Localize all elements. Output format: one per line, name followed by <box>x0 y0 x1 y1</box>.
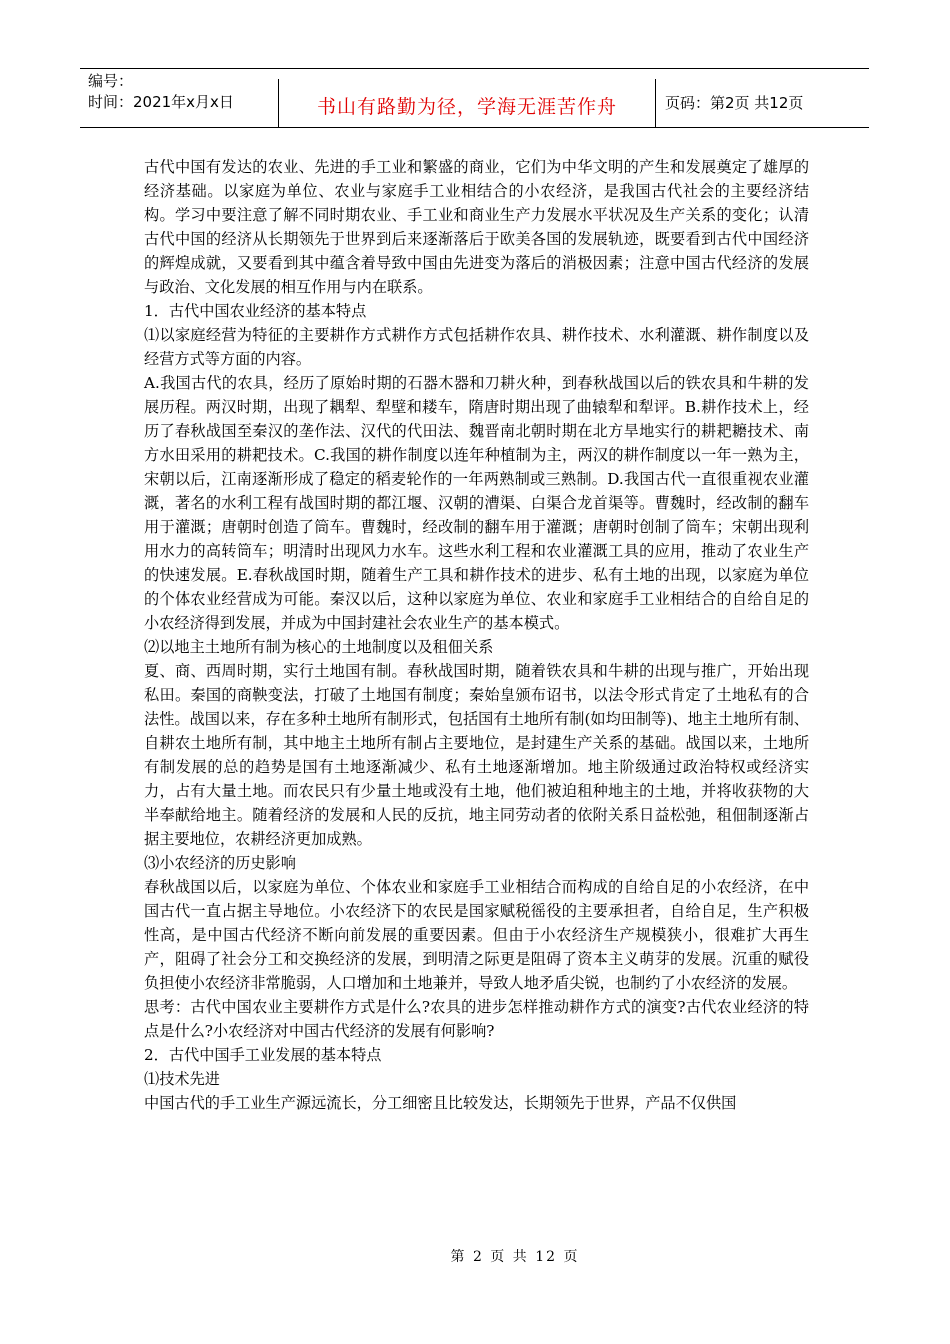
footer-page-number: 第 2 页 共 12 页 <box>450 1249 580 1265</box>
paragraph-small-peasant: 春秋战国以后，以家庭为单位、个体农业和家庭手工业相结合而构成的自给自足的小农经济，在中国古代一直占据主导地位。小农经济下的农民是国家赋税徭役的主要承担者，自给自足，生产积极性高，是中国古代经济不断向前发展的重要因素。但由于小农经济生产规模狭小，很难扩大再生产，阻碍了社会分工和交换经济的发展，到明清之际更是阻碍了资本主义萌芽的发展。沉重的赋役负担使小农经济非常脆弱，人口增加和土地兼并，导致人地矛盾尖锐，也制约了小农经济的发展。 <box>144 878 809 992</box>
header-number-label: 编号： <box>88 72 134 90</box>
section-heading-agriculture: 1．古代中国农业经济的基本特点 <box>144 302 367 320</box>
header-motto: 书山有路勤为径，学海无涯苦作舟 <box>316 96 617 118</box>
paragraph-land-system: 夏、商、西周时期，实行土地国有制。春秋战国时期，随着铁农具和牛耕的出现与推广，开始出现私田。秦国的商鞅变法，打破了土地国有制度；秦始皇颁布诏书，以法令形式肯定了土地私有的合法性。战国以来，存在多种土地所有制形式，包括国有土地所有制(如均田制等)、地主土地所有制、自耕农土地所有制，其中地主土地所有制占主要地位，是封建生产关系的基础。战国以来，土地所有制发展的总的趋势是国有土地逐渐减少、私有土地逐渐增加。地主阶级通过政治特权或经济实力，占有大量土地。而农民只有少量土地或没有土地，他们被迫租种地主的土地，并将收获物的大半奉献给地主。随着经济的发展和人民的反抗，地主同劳动者的依附关系日益松弛，租佃制逐渐占据主要地位，农耕经济更加成熟。 <box>144 662 809 848</box>
page-footer <box>0 1246 950 1266</box>
header-time-label: 时间：2021年x月x日 <box>88 93 234 111</box>
paragraph-farming-details: A.我国古代的农具，经历了原始时期的石器木器和刀耕火种，到春秋战国以后的铁农具和牛耕的发展历程。两汉时期，出现了耦犁、犁壁和耧车，隋唐时期出现了曲辕犁和犁评。B.耕作技术上，经历了春秋战国至秦汉的垄作法、汉代的代田法、魏晋南北朝时期在北方旱地实行的耕耙耱技术、南方水田采用的耕耙技术。C.我国的耕作制度以连年种植制为主，两汉的耕作制度以一年一熟为主，宋朝以后，江南逐渐形成了稳定的稻麦轮作的一年两熟制或三熟制。D.我国古代一直很重视农业灌溉，著名的水利工程有战国时期的都江堰、汉朝的漕渠、白渠合龙首渠等。曹魏时，经改制的翻车用于灌溉；唐朝时创造了筒车。曹魏时，经改制的翻车用于灌溉；唐朝时创制了筒车；宋朝出现利用水力的高转筒车；明清时出现风力水车。这些水利工程和农业灌溉工具的应用，推动了农业生产的快速发展。E.春秋战国时期，随着生产工具和耕作技术的进步、私有土地的出现，以家庭为单位的个体农业经营成为可能。秦汉以后，这种以家庭为单位、农业和家庭手工业相结合的自给自足的小农经济得到发展，并成为中国封建社会农业生产的基本模式。 <box>144 374 809 632</box>
header-meta <box>88 71 234 113</box>
subheading-land-system: ⑵以地主土地所有制为核心的土地制度以及租佃关系 <box>144 638 494 656</box>
subheading-technology: ⑴技术先进 <box>144 1070 220 1088</box>
subheading-small-peasant: ⑶小农经济的历史影响 <box>144 854 296 872</box>
header-page-info: 页码：第2页 共12页 <box>665 94 804 112</box>
document-body <box>144 155 809 1115</box>
header-divider-right <box>655 79 656 127</box>
header-bottom-rule <box>80 127 869 128</box>
section-heading-handicraft: 2．古代中国手工业发展的基本特点 <box>144 1046 382 1064</box>
header-divider-left <box>278 79 279 127</box>
paragraph-intro: 古代中国有发达的农业、先进的手工业和繁盛的商业，它们为中华文明的产生和发展奠定了雄厚的经济基础。以家庭为单位、农业与家庭手工业相结合的小农经济，是我国古代社会的主要经济结构。学习中要注意了解不同时期农业、手工业和商业生产力发展水平状况及生产关系的变化；认清古代中国的经济从长期领先于世界到后来逐渐落后于欧美各国的发展轨迹，既要看到古代中国经济的辉煌成就，又要看到其中蕴含着导致中国由先进变为落后的消极因素；注意中国古代经济的发展与政治、文化发展的相互作用与内在联系。 <box>144 158 809 296</box>
paragraph-thinking: 思考：古代中国农业主要耕作方式是什么?农具的进步怎样推动耕作方式的演变?古代农业经济的特点是什么?小农经济对中国古代经济的发展有何影响? <box>144 998 809 1040</box>
subheading-farming-methods: ⑴以家庭经营为特征的主要耕作方式耕作方式包括耕作农具、耕作技术、水利灌溉、耕作制度以及经营方式等方面的内容。 <box>144 326 809 368</box>
paragraph-handicraft: 中国古代的手工业生产源远流长，分工细密且比较发达，长期领先于世界，产品不仅供国 <box>144 1094 737 1112</box>
header-top-rule <box>80 68 869 69</box>
